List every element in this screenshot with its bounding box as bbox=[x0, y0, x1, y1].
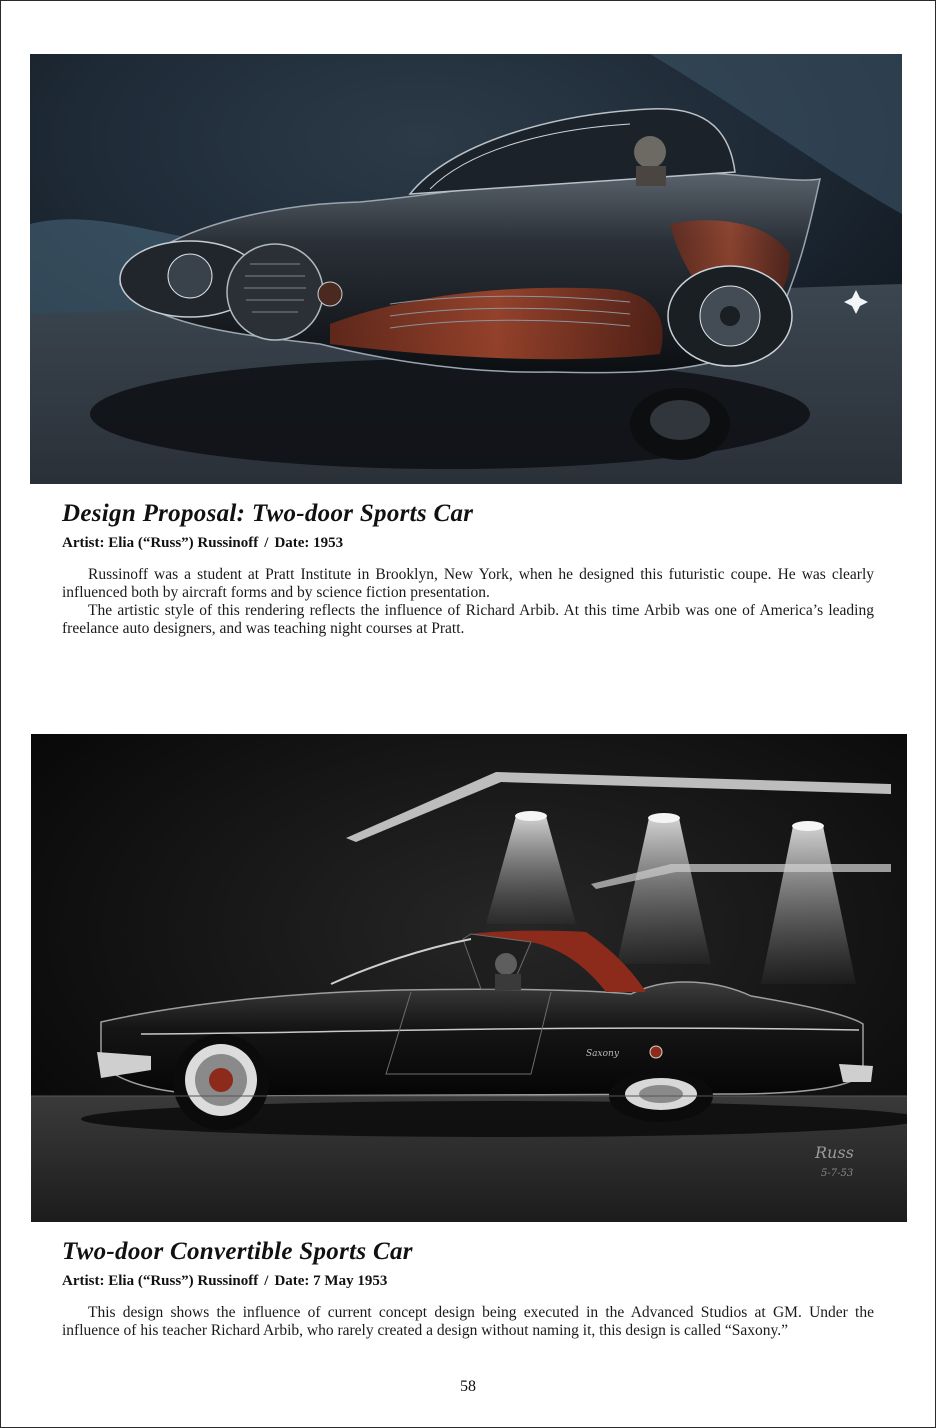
figure-2-title: Two-door Convertible Sports Car bbox=[62, 1238, 413, 1265]
figure-1-credits bbox=[62, 535, 343, 552]
coupe-rendering-svg bbox=[30, 54, 902, 484]
figure-2-separator: / bbox=[264, 1273, 269, 1289]
figure-1-paragraph-2: The artistic style of this rendering reflects the influence of Richard Arbib. At this time Arbib was one of America’s leading freelance auto designers, and was teaching night courses at Pratt. bbox=[62, 602, 874, 637]
artist-signature: Russ bbox=[815, 1143, 854, 1162]
illustration-saxony-convertible bbox=[31, 734, 907, 1222]
page-number: 58 bbox=[460, 1378, 476, 1395]
figure-2-credits bbox=[62, 1273, 387, 1290]
signature-date: 5-7-53 bbox=[821, 1168, 854, 1179]
figure-1-title: Design Proposal: Two-door Sports Car bbox=[62, 500, 474, 527]
figure-1-paragraph-1: Russinoff was a student at Pratt Institute in Brooklyn, New York, when he designed this futuristic coupe. He was clearly influenced both by aircraft forms and by science fiction presentation. bbox=[62, 566, 874, 601]
figure-1-separator: / bbox=[264, 535, 269, 551]
figure-2-description bbox=[62, 1304, 874, 1340]
figure-2-paragraph-1: This design shows the influence of current concept design being executed in the Advanced Studios at GM. Under the influence of his teacher Richard Arbib, who rarely created a design without naming it, this design is called “Saxony.” bbox=[62, 1304, 874, 1339]
figure-1-description bbox=[62, 566, 874, 638]
figure-1-artist: Artist: Elia (“Russ”) Russinoff bbox=[62, 535, 259, 551]
saxony-rendering-svg bbox=[31, 734, 907, 1222]
figure-1-date: Date: 1953 bbox=[274, 535, 344, 551]
illustration-sports-car-1953 bbox=[30, 54, 902, 484]
saxony-script: Saxony bbox=[586, 1049, 619, 1059]
figure-2-date: Date: 7 May 1953 bbox=[274, 1273, 388, 1289]
figure-2-artist: Artist: Elia (“Russ”) Russinoff bbox=[62, 1273, 259, 1289]
